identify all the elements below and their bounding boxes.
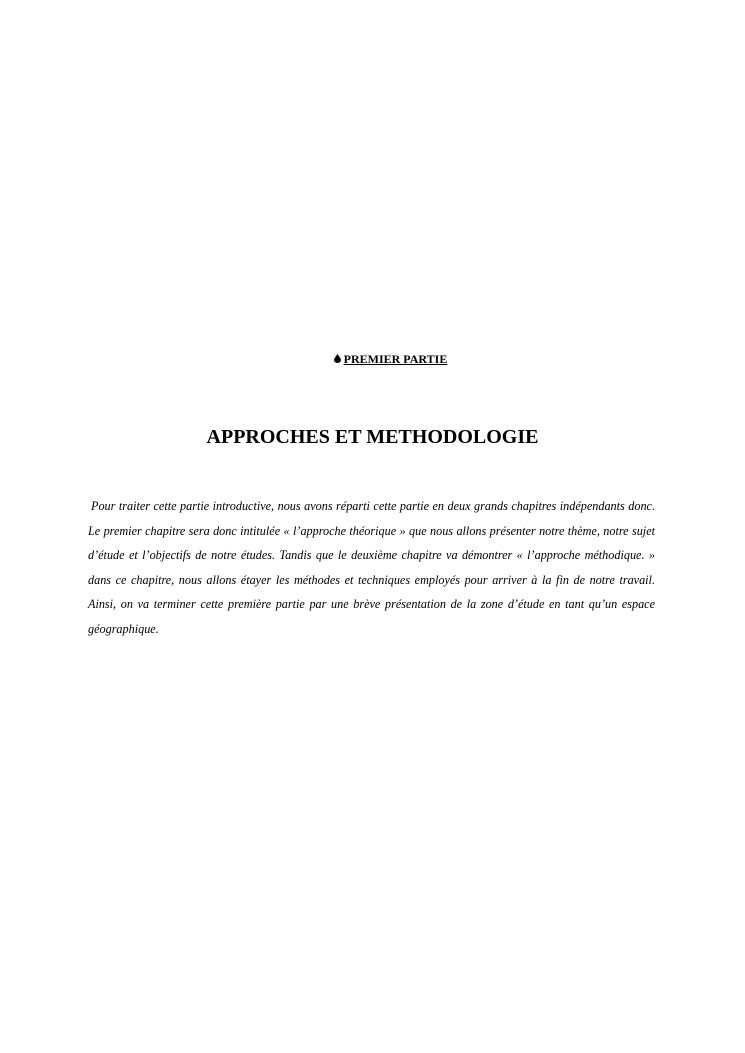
part-label: PREMIER PARTIE	[343, 352, 448, 366]
page-title: APPROCHES ET METHODOLOGIE	[206, 426, 539, 448]
part-heading	[0, 351, 745, 368]
intro-paragraph: Pour traiter cette partie introductive, nous avons réparti cette partie en deux grands chapitres indépendants donc. Le premier chapitre sera donc intitulée « l’approche théorique » que nous allons présenter notre thème, notre sujet d’étude et l’objectifs de notre études. Tandis que le deuxième chapitre va démontrer « l’approche méthodique. » dans ce chapitre, nous allons étayer les méthodes et techniques employés pour arriver à la fin de notre travail. Ainsi, on va terminer cette première partie par une brève présentation de la zone d’étude en tant qu’un espace géographique.	[88, 499, 655, 636]
drop-icon	[333, 352, 343, 368]
